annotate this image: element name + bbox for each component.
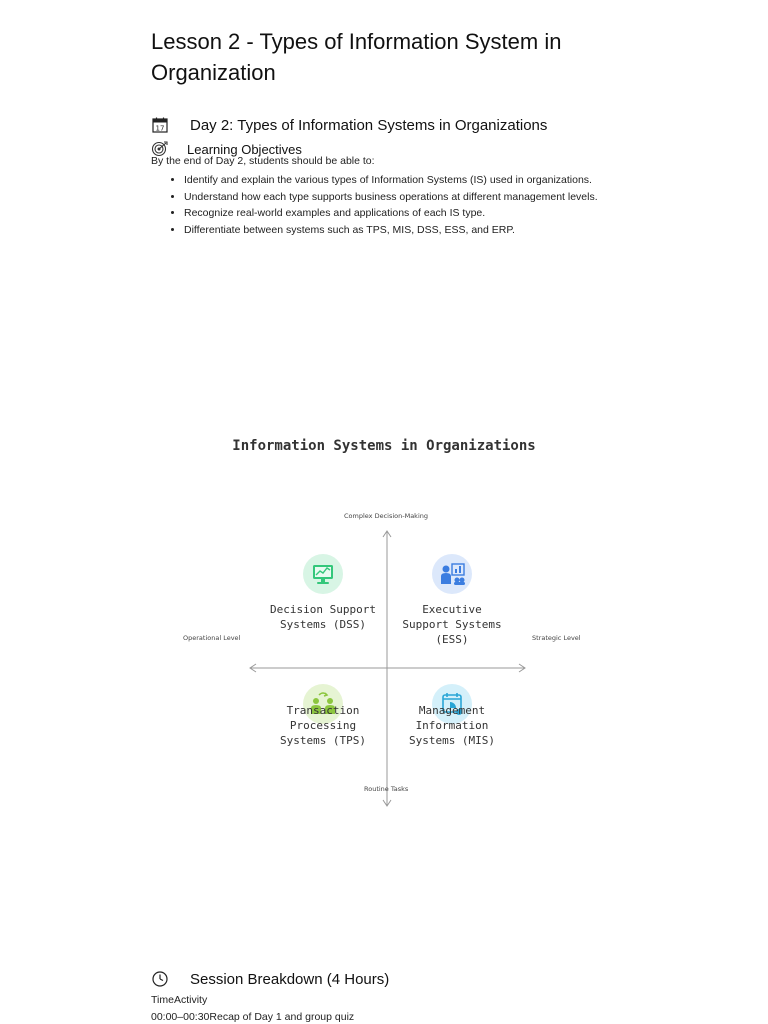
ess-label: Executive Support Systems (ESS)	[402, 603, 502, 646]
session-heading-text: Session Breakdown (4 Hours)	[190, 970, 390, 988]
presenter-chart-icon	[432, 554, 472, 594]
table-row: 00:00–00:30Recap of Day 1 and group quiz	[151, 1011, 355, 1023]
objectives-intro: By the end of Day 2, students should be able to:	[151, 155, 375, 167]
list-item: • Identify and explain the various types of Information Systems (IS) used in organizations.	[184, 172, 634, 188]
day-heading-text: Day 2: Types of Information Systems in Organizations	[190, 116, 548, 134]
diagram-title: Information Systems in Organizations	[232, 438, 536, 454]
monitor-chart-icon	[303, 554, 343, 594]
axis-left-label: Operational Level	[183, 634, 241, 642]
objectives-heading-text: Learning Objectives	[187, 141, 302, 157]
list-item: • Recognize real-world examples and applications of each IS type.	[184, 205, 634, 221]
calendar-icon	[151, 116, 169, 134]
mis-label: Management Information Systems (MIS)	[408, 704, 496, 747]
tps-label: Transaction Processing Systems (TPS)	[279, 704, 367, 747]
page-title: Lesson 2 - Types of Information System in Organization	[151, 29, 562, 85]
table-header-row: TimeActivity	[151, 994, 208, 1006]
axis-top-label: Complex Decision-Making	[344, 512, 429, 520]
day-heading	[151, 116, 547, 134]
axis-bottom-label: Routine Tasks	[364, 785, 409, 793]
objectives-list	[171, 172, 634, 238]
svg-text:17: 17	[155, 124, 165, 133]
dss-label: Decision Support Systems (DSS)	[270, 603, 376, 631]
session-heading	[151, 970, 389, 988]
list-item: • Understand how each type supports business operations at different management levels.	[184, 189, 634, 205]
clock-icon	[151, 970, 169, 988]
axis-right-label: Strategic Level	[532, 634, 581, 642]
list-item: • Differentiate between systems such as TPS, MIS, DSS, ESS, and ERP.	[184, 222, 634, 238]
